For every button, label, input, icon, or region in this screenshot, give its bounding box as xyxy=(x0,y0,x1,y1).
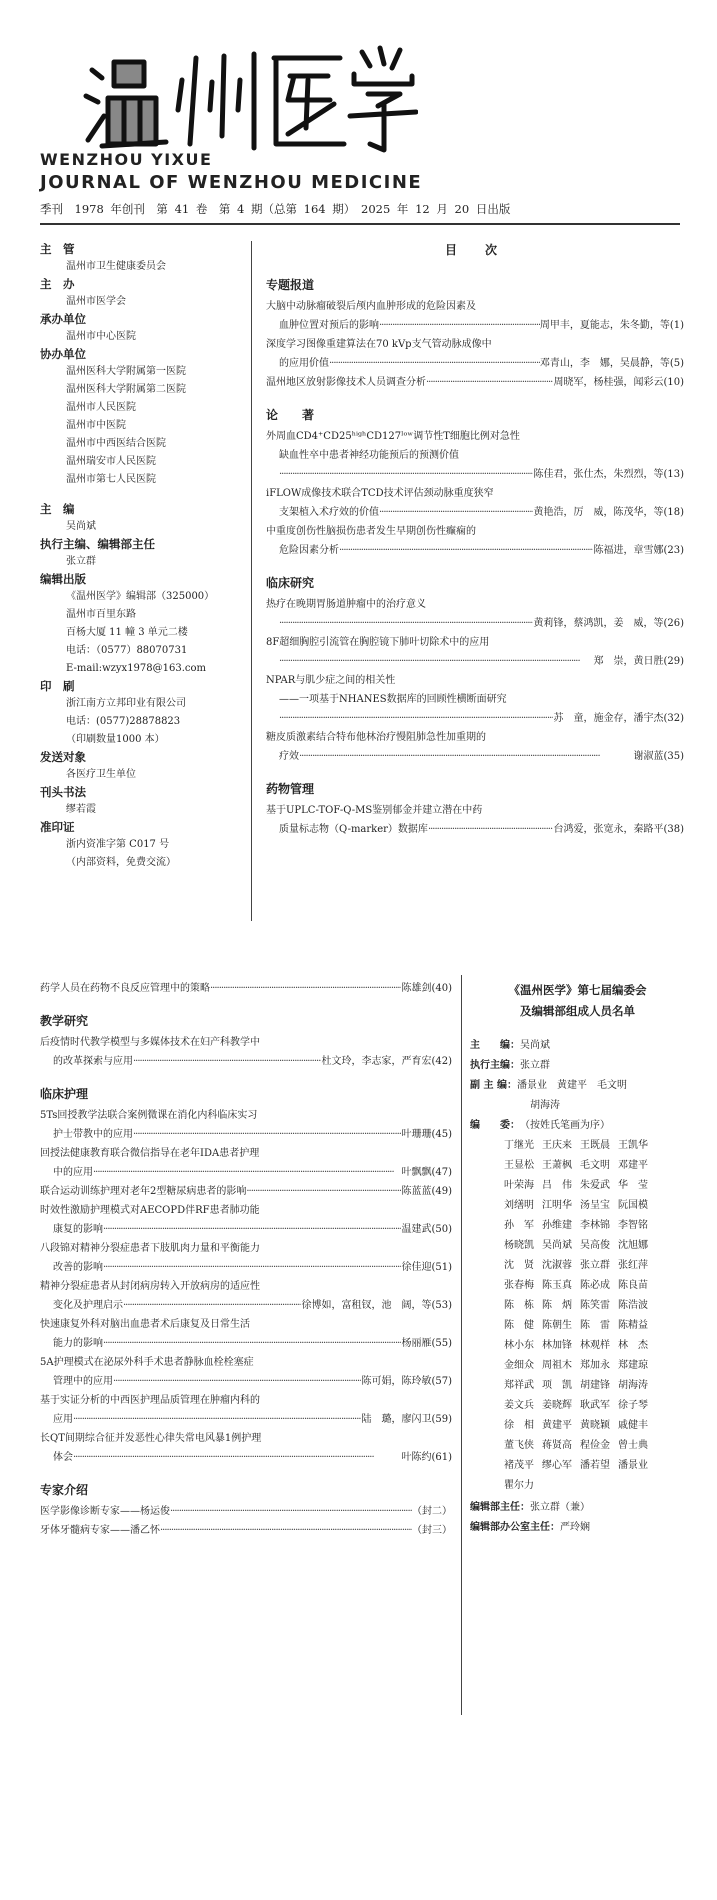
toc-entry-title-line: 回授法健康教育联合微信指导在老年IDA患者护理 xyxy=(40,1148,260,1159)
toc-leader-dots xyxy=(113,1372,361,1391)
board-member-name: 褚茂平 xyxy=(504,1460,534,1471)
info-section-line: 温州市中医院 xyxy=(66,420,126,431)
board-member-name: 华 莹 xyxy=(618,1180,648,1191)
board-member-name: 孙 军 xyxy=(504,1220,534,1231)
info-section-line: 温州医科大学附属第二医院 xyxy=(66,384,186,395)
office-director-label: 编辑部办公室主任： xyxy=(470,1522,560,1533)
executive-editor-name: 张立群 xyxy=(520,1060,550,1071)
info-section-label: 执行主编、编辑部主任 xyxy=(40,537,155,551)
toc-entry-title-line: 缺血性卒中患者神经功能预后的预测价值 xyxy=(279,450,459,461)
toc-entry xyxy=(40,1220,452,1239)
toc-title: 目 次 xyxy=(444,243,505,257)
board-member-name: 张红萍 xyxy=(618,1260,648,1271)
board-member-name: 陈浩波 xyxy=(618,1300,648,1311)
board-member-name: 张春梅 xyxy=(504,1280,534,1291)
info-section-line: 温州市人民医院 xyxy=(66,402,136,413)
toc-section-heading: 专题报道 xyxy=(266,278,315,292)
chief-editor-row xyxy=(470,1036,685,1056)
members-label: 编 委： xyxy=(470,1120,520,1131)
toc-entry-title-line: NPAR与肌少症之间的相关性 xyxy=(266,675,396,686)
editorial-director-label: 编辑部主任： xyxy=(470,1502,530,1513)
board-member-name: 丁继光 xyxy=(504,1140,534,1151)
toc-entry-authors-page: 谢淑蓝(35) xyxy=(633,751,684,762)
toc-entry-title: 支架植入术疗效的价值 xyxy=(279,507,379,518)
deputy-editor-names: 潘景业 黄建平 毛文明 xyxy=(516,1080,627,1091)
board-member-name: 耿武军 xyxy=(580,1400,610,1411)
executive-editor-label: 执行主编： xyxy=(470,1060,520,1071)
info-section-line: 温州市中西医结合医院 xyxy=(66,438,166,449)
toc-entry-title-line: 中重度创伤性脑损伤患者发生早期创伤性癫痫的 xyxy=(266,526,476,537)
journal-name-pinyin: WENZHOU YIXUE xyxy=(40,150,213,169)
board-member-name: 林 杰 xyxy=(618,1340,648,1351)
board-member-name: 戚健丰 xyxy=(618,1420,648,1431)
board-member-name: 王显松 xyxy=(504,1160,534,1171)
board-member-name: 林小东 xyxy=(504,1340,534,1351)
toc-entry-title-line: 长QT间期综合征并发恶性心律失常电风暴1例护理 xyxy=(40,1433,262,1444)
board-member-name: 姜晓辉 xyxy=(542,1400,572,1411)
info-section-label: 印 刷 xyxy=(40,679,75,693)
column-divider-lower xyxy=(461,975,462,1715)
board-member-name: 陈玉真 xyxy=(542,1280,572,1291)
table-of-contents xyxy=(266,241,684,839)
toc-leader-dots xyxy=(279,465,533,484)
toc-leader-dots xyxy=(133,1125,401,1144)
toc-entry-title-line: 精神分裂症患者从封闭病房转入开放病房的适应性 xyxy=(40,1281,260,1292)
toc-entry-authors-page: 叶陈约(61) xyxy=(401,1452,452,1463)
board-member-name: 江明华 xyxy=(542,1200,572,1211)
editorial-director-row xyxy=(470,1498,685,1518)
board-member-name: 董飞侠 xyxy=(504,1440,534,1451)
members-note: （按姓氏笔画为序） xyxy=(520,1120,610,1131)
deputy-editor-names-2: 胡海涛 xyxy=(530,1100,560,1111)
toc-entry-title: 的改革探索与应用 xyxy=(53,1056,133,1067)
board-member-name: 李智铭 xyxy=(618,1220,648,1231)
toc-entry-authors-page: 叶飘飘(47) xyxy=(401,1167,452,1178)
toc-entry-title: 联合运动训练护理对老年2型糖尿病患者的影响 xyxy=(40,1186,247,1197)
toc-entry-authors-page: 黄莉锋，蔡鸿凯，姜 威，等(26) xyxy=(533,618,684,629)
toc-leader-dots xyxy=(170,1502,412,1521)
toc-entry xyxy=(40,1182,452,1201)
board-member-name: 吕 伟 xyxy=(542,1180,572,1191)
board-member-name: 沈淑蓉 xyxy=(542,1260,572,1271)
toc-leader-dots xyxy=(73,1448,401,1467)
info-section-line: 吴尚斌 xyxy=(66,521,96,532)
info-section-label: 发送对象 xyxy=(40,750,86,764)
toc-entry xyxy=(266,465,684,484)
info-section-line: 百杨大厦 11 幢 3 单元二楼 xyxy=(66,627,188,638)
toc-entry-authors-page: 陆 璐，廖闪卫(59) xyxy=(361,1414,452,1425)
toc-entry-title: 能力的影响 xyxy=(53,1338,103,1349)
deputy-editor-label: 副 主 编： xyxy=(470,1080,517,1091)
toc-entry xyxy=(40,1521,452,1540)
board-member-name: 王庆来 xyxy=(542,1140,572,1151)
board-member-name: 林加锋 xyxy=(542,1340,572,1351)
toc-entry-title-line: 深度学习图像重建算法在70 kVp支气管动脉成像中 xyxy=(266,339,492,350)
info-section-label: 主 管 xyxy=(40,242,75,256)
toc-entry-title: 的应用价值 xyxy=(279,358,329,369)
board-member-name: 王凯华 xyxy=(618,1140,648,1151)
board-member-name: 陈 雷 xyxy=(580,1320,610,1331)
toc-leader-dots xyxy=(133,1052,321,1071)
masthead-divider xyxy=(40,223,680,225)
toc-entry xyxy=(266,373,684,392)
calligraphy-logo xyxy=(78,40,418,158)
chief-editor-name: 吴尚斌 xyxy=(520,1040,550,1051)
toc-section-heading: 药物管理 xyxy=(266,782,315,796)
toc-leader-dots xyxy=(279,652,593,671)
toc-entry-title-line: iFLOW成像技术联合TCD技术评估颈动脉重度狭窄 xyxy=(266,488,494,499)
board-member-name: 黄建平 xyxy=(542,1420,572,1431)
board-member-name: 陈良苗 xyxy=(618,1280,648,1291)
toc-entry-title: 危险因素分析 xyxy=(279,545,339,556)
toc-leader-dots xyxy=(379,316,540,335)
board-member-name: 周祖木 xyxy=(542,1360,572,1371)
toc-entry xyxy=(266,316,684,335)
board-member-name: 汤呈宝 xyxy=(580,1200,610,1211)
toc-entry xyxy=(266,614,684,633)
toc-entry-title: 血肿位置对预后的影响 xyxy=(279,320,379,331)
info-section-line: 温州市第七人民医院 xyxy=(66,474,156,485)
toc-leader-dots xyxy=(339,541,593,560)
toc-leader-dots xyxy=(123,1296,301,1315)
info-section-line: （内部资料，免费交流） xyxy=(66,857,176,868)
board-member-name: 徐 相 xyxy=(504,1420,534,1431)
toc-section-heading: 临床研究 xyxy=(266,576,315,590)
board-member-name: 张立群 xyxy=(580,1260,610,1271)
board-member-name: 曾士典 xyxy=(618,1440,648,1451)
info-section-line: 温州医科大学附属第一医院 xyxy=(66,366,186,377)
toc-leader-dots xyxy=(73,1410,361,1429)
toc-entry-title-line: 快速康复外科对脑出血患者术后康复及日常生活 xyxy=(40,1319,250,1330)
toc-entry xyxy=(40,1502,452,1521)
info-section-line: 温州市卫生健康委员会 xyxy=(66,261,166,272)
board-member-name: 陈必成 xyxy=(580,1280,610,1291)
toc-entry xyxy=(40,1372,452,1391)
toc-leader-dots xyxy=(93,1163,401,1182)
info-section-line: 电话：(0577)28878823 xyxy=(66,716,181,727)
board-member-name: 刘缮明 xyxy=(504,1200,534,1211)
toc-entry-title: 疗效 xyxy=(279,751,299,762)
toc-entry-authors-page: 陈福进，章雪娜(23) xyxy=(593,545,684,556)
chief-editor-label: 主 编： xyxy=(470,1040,520,1051)
board-member-name: 徐子琴 xyxy=(618,1400,648,1411)
toc-entry-authors-page: 徐佳迎(51) xyxy=(401,1262,452,1273)
toc-entry xyxy=(40,1296,452,1315)
board-member-name: 王萧枫 xyxy=(542,1160,572,1171)
info-section-label: 主 办 xyxy=(40,277,75,291)
board-member-name: 郑加永 xyxy=(580,1360,610,1371)
toc-leader-dots xyxy=(279,614,533,633)
board-member-name: 王既晨 xyxy=(580,1140,610,1151)
toc-entry-title-line: 5Ts回授教学法联合案例微课在消化内科临床实习 xyxy=(40,1110,258,1121)
toc-entry-title-line: 八段锦对精神分裂症患者下肢肌肉力量和平衡能力 xyxy=(40,1243,260,1254)
toc-entry-authors-page: 叶珊珊(45) xyxy=(401,1129,452,1140)
executive-editor-row xyxy=(470,1056,685,1076)
toc-entry-authors-page: 杜文玲，李志家，严育宏(42) xyxy=(321,1056,452,1067)
editorial-director-name: 张立群（兼） xyxy=(530,1502,590,1513)
editorial-board-subtitle: 及编辑部组成人员名单 xyxy=(520,1004,635,1018)
info-section-line: 缪若霞 xyxy=(66,804,96,815)
toc-entry-authors-page: 徐博如，富租钗，池 阔，等(53) xyxy=(301,1300,452,1311)
toc-entry xyxy=(40,1410,452,1429)
info-section-line: 《温州医学》编辑部（325000） xyxy=(66,591,215,602)
members-list xyxy=(470,1136,685,1496)
toc-entry-title-line: 热疗在晚期胃肠道肿瘤中的治疗意义 xyxy=(266,599,426,610)
board-member-name: 吴尚斌 xyxy=(542,1240,572,1251)
info-section-line: 温州市医学会 xyxy=(66,296,126,307)
toc-entry-title: 改善的影响 xyxy=(53,1262,103,1273)
toc-entry-authors-page: 陈雄剑(40) xyxy=(401,983,452,994)
deputy-editor-row-2 xyxy=(470,1096,685,1116)
board-member-name: 杨晓凯 xyxy=(504,1240,534,1251)
board-member-name: 林观样 xyxy=(580,1340,610,1351)
board-member-name: 缪心军 xyxy=(542,1460,572,1471)
toc-entry xyxy=(266,541,684,560)
board-member-name: 陈 栋 xyxy=(504,1300,534,1311)
toc-section-heading: 教学研究 xyxy=(40,1014,89,1028)
info-section-label: 刊头书法 xyxy=(40,785,86,799)
info-section-line: 电话：（0577）88070731 xyxy=(66,645,188,656)
info-section-line: E-mail:wzyx1978@163.com xyxy=(66,663,207,674)
toc-entry xyxy=(266,820,684,839)
board-member-name: 姜文兵 xyxy=(504,1400,534,1411)
toc-section-heading: 专家介绍 xyxy=(40,1483,89,1497)
toc-entry-title-line: 后疫情时代教学模型与多媒体技术在妇产科教学中 xyxy=(40,1037,260,1048)
board-member-name: 黄晓颖 xyxy=(580,1420,610,1431)
toc-leader-dots xyxy=(103,1220,401,1239)
toc-leader-dots xyxy=(428,820,554,839)
toc-entry-title-line: 外周血CD4⁺CD25ʰⁱᵍʰCD127ˡᵒʷ调节性T细胞比例对急性 xyxy=(266,431,520,442)
board-member-name: 程俭金 xyxy=(580,1440,610,1451)
board-member-name: 陈 炳 xyxy=(542,1300,572,1311)
members-row xyxy=(470,1116,685,1136)
board-member-name: 陈精益 xyxy=(618,1320,648,1331)
board-member-name: 胡建锋 xyxy=(580,1380,610,1391)
info-section-line: 温州市中心医院 xyxy=(66,331,136,342)
board-member-name: 阮国模 xyxy=(618,1200,648,1211)
office-director-name: 严玲娴 xyxy=(560,1522,590,1533)
board-member-name: 潘若望 xyxy=(580,1460,610,1471)
info-section-line: （印刷数量1000 本） xyxy=(66,734,165,745)
office-director-row xyxy=(470,1518,685,1538)
toc-leader-dots xyxy=(103,1334,401,1353)
toc-entry-title: 护士带教中的应用 xyxy=(53,1129,133,1140)
table-of-contents-continued xyxy=(40,975,452,1540)
board-member-name: 吴高俊 xyxy=(580,1240,610,1251)
toc-entry-title-line: 5A护理模式在泌尿外科手术患者静脉血栓栓塞症 xyxy=(40,1357,254,1368)
board-member-name: 沈旭娜 xyxy=(618,1240,648,1251)
toc-entry-title: 牙体牙髓病专家——潘乙怀 xyxy=(40,1525,160,1536)
toc-leader-dots xyxy=(103,1258,401,1277)
board-member-name: 瞿尔力 xyxy=(504,1480,534,1491)
toc-entry xyxy=(40,979,452,998)
info-section-line: 温州瑞安市人民医院 xyxy=(66,456,156,467)
toc-entry-authors-page: 陈佳君，张仕杰，朱烈烈，等(13) xyxy=(533,469,684,480)
info-section-label: 准印证 xyxy=(40,820,75,834)
toc-leader-dots xyxy=(299,747,633,766)
toc-entry xyxy=(40,1125,452,1144)
toc-entry xyxy=(40,1334,452,1353)
toc-entry-title: 应用 xyxy=(53,1414,73,1425)
toc-entry-authors-page: 周晓军，杨桂强，闻彩云(10) xyxy=(553,377,684,388)
toc-entry-authors-page: 温建武(50) xyxy=(401,1224,452,1235)
toc-entry-title: 温州地区放射影像技术人员调查分析 xyxy=(266,377,426,388)
info-spacer xyxy=(40,489,250,501)
toc-entry-authors-page: （封二） xyxy=(412,1506,452,1517)
info-section-label: 编辑出版 xyxy=(40,572,86,586)
toc-entry-authors-page: 杨丽雁(55) xyxy=(401,1338,452,1349)
board-member-name: 陈 健 xyxy=(504,1320,534,1331)
toc-leader-dots xyxy=(246,1182,401,1201)
toc-entry-authors-page: 周甲丰，夏能志，朱冬勤，等(1) xyxy=(539,320,684,331)
toc-leader-dots xyxy=(160,1521,412,1540)
board-member-name: 蒋贤高 xyxy=(542,1440,572,1451)
board-member-name: 叶荣海 xyxy=(504,1180,534,1191)
toc-entry-authors-page: 邓青山，李 娜，吴晨静，等(5) xyxy=(539,358,684,369)
toc-sections xyxy=(266,276,684,839)
board-member-name: 金细众 xyxy=(504,1360,534,1371)
toc-entry-title: 体会 xyxy=(53,1452,73,1463)
info-section-line: 浙内资准字第 C017 号 xyxy=(66,839,170,850)
toc-entry-title: 药学人员在药物不良反应管理中的策略 xyxy=(40,983,210,994)
toc-entry-authors-page: 台鸿爱，张宽永，秦路平(38) xyxy=(553,824,684,835)
toc-entry-authors-page: 黄艳浩，厉 威，陈茂华，等(18) xyxy=(533,507,684,518)
board-member-name: 郑祥武 xyxy=(504,1380,534,1391)
toc-leader-dots xyxy=(329,354,540,373)
toc-entry-title-line: 基于UPLC-TOF-Q-MS鉴别郁金并建立潜在中药 xyxy=(266,805,483,816)
column-divider xyxy=(251,241,252,921)
info-section-label: 主 编 xyxy=(40,502,75,516)
board-member-name: 陈笑雷 xyxy=(580,1300,610,1311)
toc-entry-title-line: 大脑中动脉瘤破裂后颅内血肿形成的危险因素及 xyxy=(266,301,476,312)
toc-entry xyxy=(40,1258,452,1277)
board-member-name: 潘景业 xyxy=(618,1460,648,1471)
publication-info-column xyxy=(40,241,250,872)
editorial-board xyxy=(470,980,685,1538)
toc-entry xyxy=(40,1448,452,1467)
board-member-name: 李林锦 xyxy=(580,1220,610,1231)
toc-leader-dots xyxy=(210,979,401,998)
toc-leader-dots xyxy=(279,709,553,728)
toc-entry-title-line: ——一项基于NHANES数据库的回顾性横断面研究 xyxy=(279,694,507,705)
toc-section-heading: 论 著 xyxy=(266,408,315,422)
board-member-name: 邓建平 xyxy=(618,1160,648,1171)
board-member-name: 陈朝生 xyxy=(542,1320,572,1331)
toc-entry-title: 质量标志物（Q-marker）数据库 xyxy=(279,824,428,835)
board-member-name: 孙维建 xyxy=(542,1220,572,1231)
toc-entry-authors-page: 郑 崇，黄日胜(29) xyxy=(593,656,684,667)
toc-entry-title-line: 糖皮质激素结合特布他林治疗慢阻肺急性加重期的 xyxy=(266,732,486,743)
toc-leader-dots xyxy=(379,503,533,522)
toc-leader-dots xyxy=(426,373,553,392)
info-section-label: 协办单位 xyxy=(40,347,86,361)
toc-entry-title-line: 基于实证分析的中西医护理品质管理在肿瘤内科的 xyxy=(40,1395,260,1406)
info-section-line: 温州市百里东路 xyxy=(66,609,136,620)
toc-entry-title-line: 8F超细胸腔引流管在胸腔镜下肺叶切除术中的应用 xyxy=(266,637,490,648)
info-section-line: 各医疗卫生单位 xyxy=(66,769,136,780)
toc-entry-title: 康复的影响 xyxy=(53,1224,103,1235)
toc-section-heading: 临床护理 xyxy=(40,1087,89,1101)
toc-entry xyxy=(266,652,684,671)
board-member-name: 毛文明 xyxy=(580,1160,610,1171)
board-member-name: 郑建琼 xyxy=(618,1360,648,1371)
toc-entry-title: 医学影像诊断专家——杨运俊 xyxy=(40,1506,170,1517)
board-member-name: 沈 贤 xyxy=(504,1260,534,1271)
toc-entry-authors-page: 陈可娟，陈玲敏(57) xyxy=(361,1376,452,1387)
board-member-name: 胡海涛 xyxy=(618,1380,648,1391)
toc-entry-authors-page: 陈蓝蓝(49) xyxy=(401,1186,452,1197)
toc-entry-title: 变化及护理启示 xyxy=(53,1300,123,1311)
toc-entry-title: 中的应用 xyxy=(53,1167,93,1178)
info-section-line: 浙江南方立邦印业有限公司 xyxy=(66,698,186,709)
toc-entry-authors-page: （封三） xyxy=(412,1525,452,1536)
board-member-name: 项 凯 xyxy=(542,1380,572,1391)
toc-entry-authors-page: 苏 童，施金存，潘宇杰(32) xyxy=(553,713,684,724)
toc-entry xyxy=(266,354,684,373)
toc-entry xyxy=(266,747,684,766)
journal-name-english: JOURNAL OF WENZHOU MEDICINE xyxy=(40,172,423,193)
editorial-board-title: 《温州医学》第七届编委会 xyxy=(508,983,647,997)
deputy-editor-row xyxy=(470,1076,685,1096)
publication-info: 季刊 1978 年创刊 第 41 卷 第 4 期（总第 164 期） 2025 年 12 月 20 日出版 xyxy=(40,202,511,216)
info-section-line: 张立群 xyxy=(66,556,96,567)
toc-entry xyxy=(40,1052,452,1071)
toc-entry xyxy=(40,1163,452,1182)
toc-entry-title: 管理中的应用 xyxy=(53,1376,113,1387)
toc-entry xyxy=(266,503,684,522)
toc-entry-title-line: 时效性激励护理模式对AECOPD伴RF患者肺功能 xyxy=(40,1205,260,1216)
info-section-label: 承办单位 xyxy=(40,312,86,326)
toc-entry xyxy=(266,709,684,728)
board-member-name: 朱爱武 xyxy=(580,1180,610,1191)
